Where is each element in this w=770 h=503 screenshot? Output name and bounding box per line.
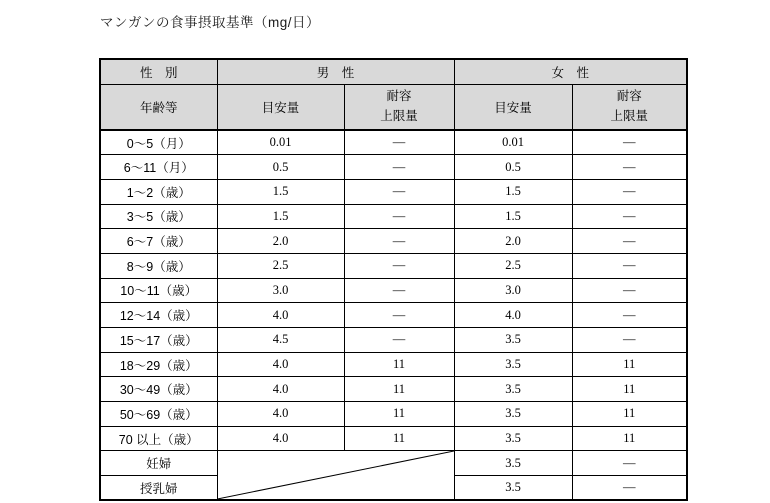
age-cell: 70 以上（歳） [100, 426, 217, 451]
value-cell: 11 [572, 402, 687, 427]
value-cell: 4.0 [217, 426, 344, 451]
value-cell: 11 [344, 352, 454, 377]
value-cell: 3.5 [454, 402, 572, 427]
table-row [100, 377, 687, 402]
value-cell: 4.0 [217, 402, 344, 427]
value-cell: 0.5 [454, 155, 572, 180]
value-cell: ― [344, 328, 454, 353]
value-cell: 1.5 [454, 179, 572, 204]
table-row [100, 328, 687, 353]
table-row [100, 204, 687, 229]
male-ul-header-cell [344, 84, 454, 130]
value-cell: ― [572, 303, 687, 328]
value-cell: 3.5 [454, 426, 572, 451]
table-row [100, 253, 687, 278]
value-cell: ― [344, 179, 454, 204]
table-row [100, 303, 687, 328]
value-cell: 11 [572, 377, 687, 402]
age-cell: 0～5（月） [100, 130, 217, 155]
age-cell: 30～49（歳） [100, 377, 217, 402]
table-body [100, 130, 687, 451]
female-ai-header-cell: 目安量 [454, 84, 572, 130]
age-cell: 10～11（歳） [100, 278, 217, 303]
female-ul-header-cell [572, 84, 687, 130]
value-cell: 2.0 [217, 229, 344, 254]
value-cell: ― [572, 179, 687, 204]
table-row [100, 179, 687, 204]
female-ul-line1: 耐容 [616, 89, 642, 104]
value-cell: 4.0 [454, 303, 572, 328]
table-row [100, 426, 687, 451]
age-cell: 15～17（歳） [100, 328, 217, 353]
age-cell: 50～69（歳） [100, 402, 217, 427]
intake-table [99, 58, 688, 501]
value-cell: ― [572, 155, 687, 180]
value-cell: 2.5 [217, 253, 344, 278]
page-title: マンガンの食事摂取基準（mg/日） [100, 15, 321, 30]
value-cell: 3.5 [454, 451, 572, 476]
table-row [100, 352, 687, 377]
value-cell: 3.0 [217, 278, 344, 303]
value-cell: ― [344, 303, 454, 328]
age-cell: 18～29（歳） [100, 352, 217, 377]
age-cell: 妊婦 [100, 451, 217, 476]
table-row [100, 130, 687, 155]
value-cell: 11 [344, 377, 454, 402]
table-row [100, 278, 687, 303]
age-cell: 8～9（歳） [100, 253, 217, 278]
value-cell: 1.5 [217, 179, 344, 204]
value-cell: ― [572, 253, 687, 278]
table-row [100, 402, 687, 427]
value-cell: 4.0 [217, 303, 344, 328]
age-cell: 1～2（歳） [100, 179, 217, 204]
value-cell: ― [572, 130, 687, 155]
diagonal-line [218, 451, 454, 499]
age-cell: 6～11（月） [100, 155, 217, 180]
value-cell: 2.0 [454, 229, 572, 254]
value-cell: 11 [344, 402, 454, 427]
value-cell: 4.5 [217, 328, 344, 353]
age-cell: 授乳婦 [100, 476, 217, 501]
age-cell: 6～7（歳） [100, 229, 217, 254]
female-header-cell: 女 性 [454, 59, 687, 84]
value-cell: ― [344, 278, 454, 303]
merged-empty-cell [217, 451, 454, 500]
male-ul-line1: 耐容 [386, 89, 412, 104]
value-cell: ― [344, 204, 454, 229]
value-cell: 4.0 [217, 377, 344, 402]
female-ul-line2: 上限量 [610, 108, 649, 123]
value-cell: ― [572, 451, 687, 476]
value-cell: 3.5 [454, 328, 572, 353]
table-row [100, 229, 687, 254]
value-cell: 11 [572, 352, 687, 377]
age-header-cell: 年齢等 [100, 84, 217, 130]
value-cell: 1.5 [454, 204, 572, 229]
value-cell: 0.01 [217, 130, 344, 155]
male-ai-header-cell: 目安量 [217, 84, 344, 130]
value-cell: ― [572, 476, 687, 501]
value-cell: 3.5 [454, 476, 572, 501]
table-special-body [100, 451, 687, 500]
header-row-sex [100, 59, 687, 84]
value-cell: 3.5 [454, 377, 572, 402]
value-cell: 3.0 [454, 278, 572, 303]
male-ul-line2: 上限量 [380, 108, 418, 123]
sex-header-cell: 性 別 [100, 59, 217, 84]
value-cell: ― [572, 328, 687, 353]
value-cell: ― [572, 229, 687, 254]
value-cell: 2.5 [454, 253, 572, 278]
value-cell: ― [344, 130, 454, 155]
value-cell: ― [344, 253, 454, 278]
pregnant-row [100, 451, 687, 476]
value-cell: ― [572, 278, 687, 303]
value-cell: 3.5 [454, 352, 572, 377]
value-cell: ― [572, 204, 687, 229]
age-cell: 3～5（歳） [100, 204, 217, 229]
table-row [100, 155, 687, 180]
value-cell: 0.01 [454, 130, 572, 155]
value-cell: 0.5 [217, 155, 344, 180]
value-cell: 11 [572, 426, 687, 451]
value-cell: 1.5 [217, 204, 344, 229]
age-cell: 12～14（歳） [100, 303, 217, 328]
value-cell: 4.0 [217, 352, 344, 377]
male-header-cell: 男 性 [217, 59, 454, 84]
value-cell: 11 [344, 426, 454, 451]
value-cell: ― [344, 155, 454, 180]
value-cell: ― [344, 229, 454, 254]
header-row-columns [100, 84, 687, 130]
